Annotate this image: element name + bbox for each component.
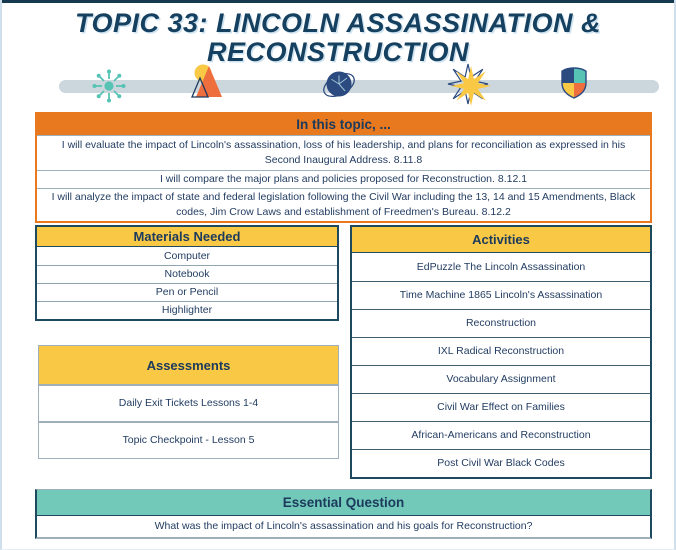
- materials-needed-header: Materials Needed: [37, 227, 337, 247]
- materials-needed-table: [35, 225, 339, 321]
- assessment-item: Daily Exit Tickets Lessons 1-4: [39, 384, 338, 421]
- activity-item: African-Americans and Reconstruction: [352, 421, 650, 449]
- activity-item: IXL Radical Reconstruction: [352, 337, 650, 365]
- activity-item: Reconstruction: [352, 309, 650, 337]
- material-item: Computer: [37, 247, 337, 265]
- activity-item: Vocabulary Assignment: [352, 365, 650, 393]
- essential-question-table: [35, 489, 652, 539]
- mountain-icon: [188, 64, 228, 105]
- page-title-line1: TOPIC 33: LINCOLN ASSASSINATION &: [74, 8, 602, 38]
- learning-objective: I will analyze the impact of state and federal legislation following the Civil War including the 13, 14 and 15 Amendments, Black codes, Jim Crow Laws and establishment of Freedmen's Bureau. 8.12.2: [37, 188, 650, 221]
- in-this-topic-table: [35, 112, 652, 223]
- page-title: [2, 9, 674, 67]
- page-title-line2: RECONSTRUCTION: [207, 37, 469, 67]
- learning-objective: I will evaluate the impact of Lincoln's assassination, loss of his leadership, and plans for reconciliation as expressed in his Second Inaugural Address. 8.11.8: [37, 135, 650, 170]
- top-accent-strip: [2, 0, 674, 3]
- material-item: Notebook: [37, 265, 337, 283]
- activities-table: [350, 225, 652, 479]
- globe-icon: [318, 66, 360, 109]
- material-item: Highlighter: [37, 301, 337, 319]
- shield-icon: [558, 66, 590, 105]
- assessments-header: Assessments: [39, 346, 338, 384]
- activity-item: Civil War Effect on Families: [352, 393, 650, 421]
- activity-item: Post Civil War Black Codes: [352, 449, 650, 477]
- activity-item: Time Machine 1865 Lincoln's Assassination: [352, 281, 650, 309]
- activity-item: EdPuzzle The Lincoln Assassination: [352, 253, 650, 281]
- assessments-table: [38, 345, 339, 459]
- activities-header: Activities: [352, 227, 650, 253]
- essential-question-header: Essential Question: [37, 490, 650, 516]
- material-item: Pen or Pencil: [37, 283, 337, 301]
- snowflake-icon: [90, 67, 128, 110]
- assessment-item: Topic Checkpoint - Lesson 5: [39, 421, 338, 458]
- learning-objective: I will compare the major plans and policies proposed for Reconstruction. 8.12.1: [37, 170, 650, 188]
- in-this-topic-header: In this topic, ...: [37, 114, 650, 135]
- starburst-icon: [447, 63, 493, 114]
- essential-question-text: What was the impact of Lincoln's assassination and his goals for Reconstruction?: [37, 516, 650, 537]
